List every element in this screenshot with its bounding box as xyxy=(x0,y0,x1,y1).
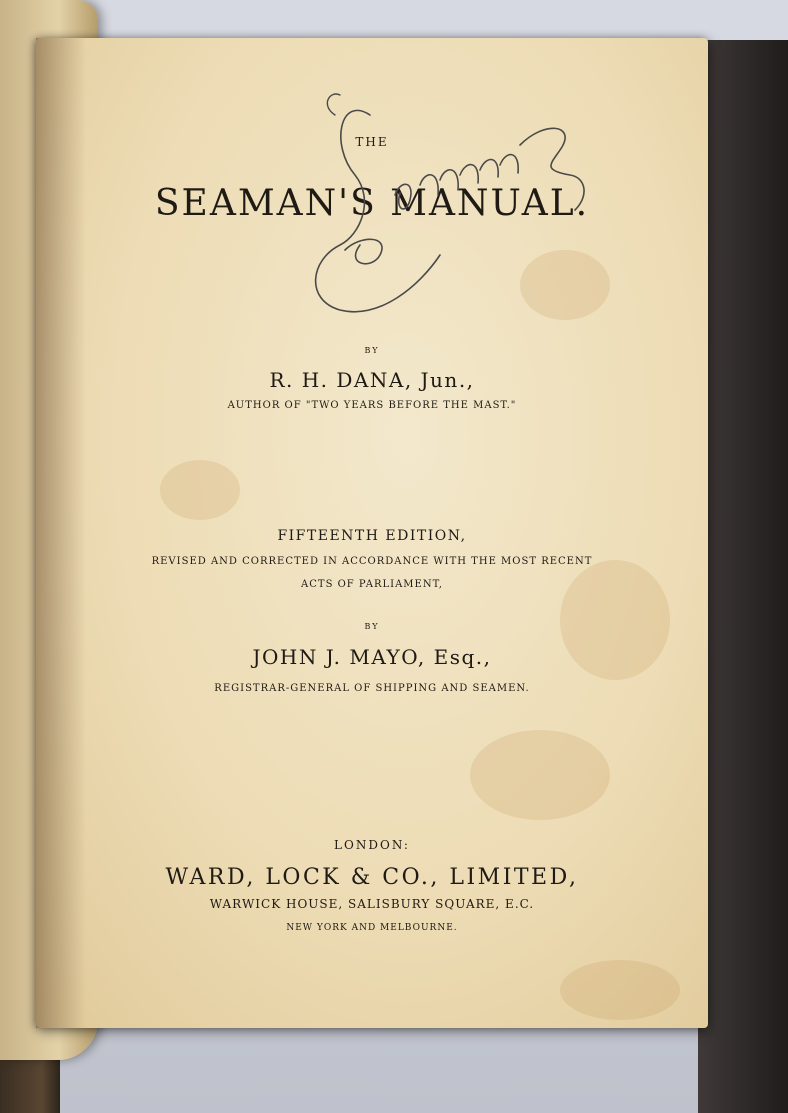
by-label: BY xyxy=(364,346,380,355)
author-name: R. H. DANA, Jun., xyxy=(269,368,475,392)
publisher-name: WARD, LOCK & CO., LIMITED, xyxy=(165,865,579,890)
editor-name: JOHN J. MAYO, Esq., xyxy=(252,645,492,669)
revision-note-line1: REVISED AND CORRECTED IN ACCORDANCE WITH THE MOST RECENT xyxy=(151,556,593,567)
publication-city: LONDON: xyxy=(334,838,410,852)
pencil-signature xyxy=(300,85,600,325)
book-cover-right xyxy=(698,40,788,1113)
edition-label: FIFTEENTH EDITION, xyxy=(277,528,467,544)
foxing-stain xyxy=(470,730,610,820)
revision-note-line2: ACTS OF PARLIAMENT, xyxy=(301,579,443,590)
publisher-address: WARWICK HOUSE, SALISBURY SQUARE, E.C. xyxy=(209,897,535,911)
editor-title: REGISTRAR-GENERAL OF SHIPPING AND SEAMEN. xyxy=(214,683,530,694)
other-cities: NEW YORK AND MELBOURNE. xyxy=(286,923,458,933)
book-title: SEAMAN'S MANUAL. xyxy=(154,183,590,224)
by-label-editor: BY xyxy=(364,622,380,631)
author-note: AUTHOR OF "TWO YEARS BEFORE THE MAST." xyxy=(227,400,517,411)
foxing-stain xyxy=(160,460,240,520)
title-article: THE xyxy=(355,135,389,149)
foxing-stain xyxy=(560,960,680,1020)
